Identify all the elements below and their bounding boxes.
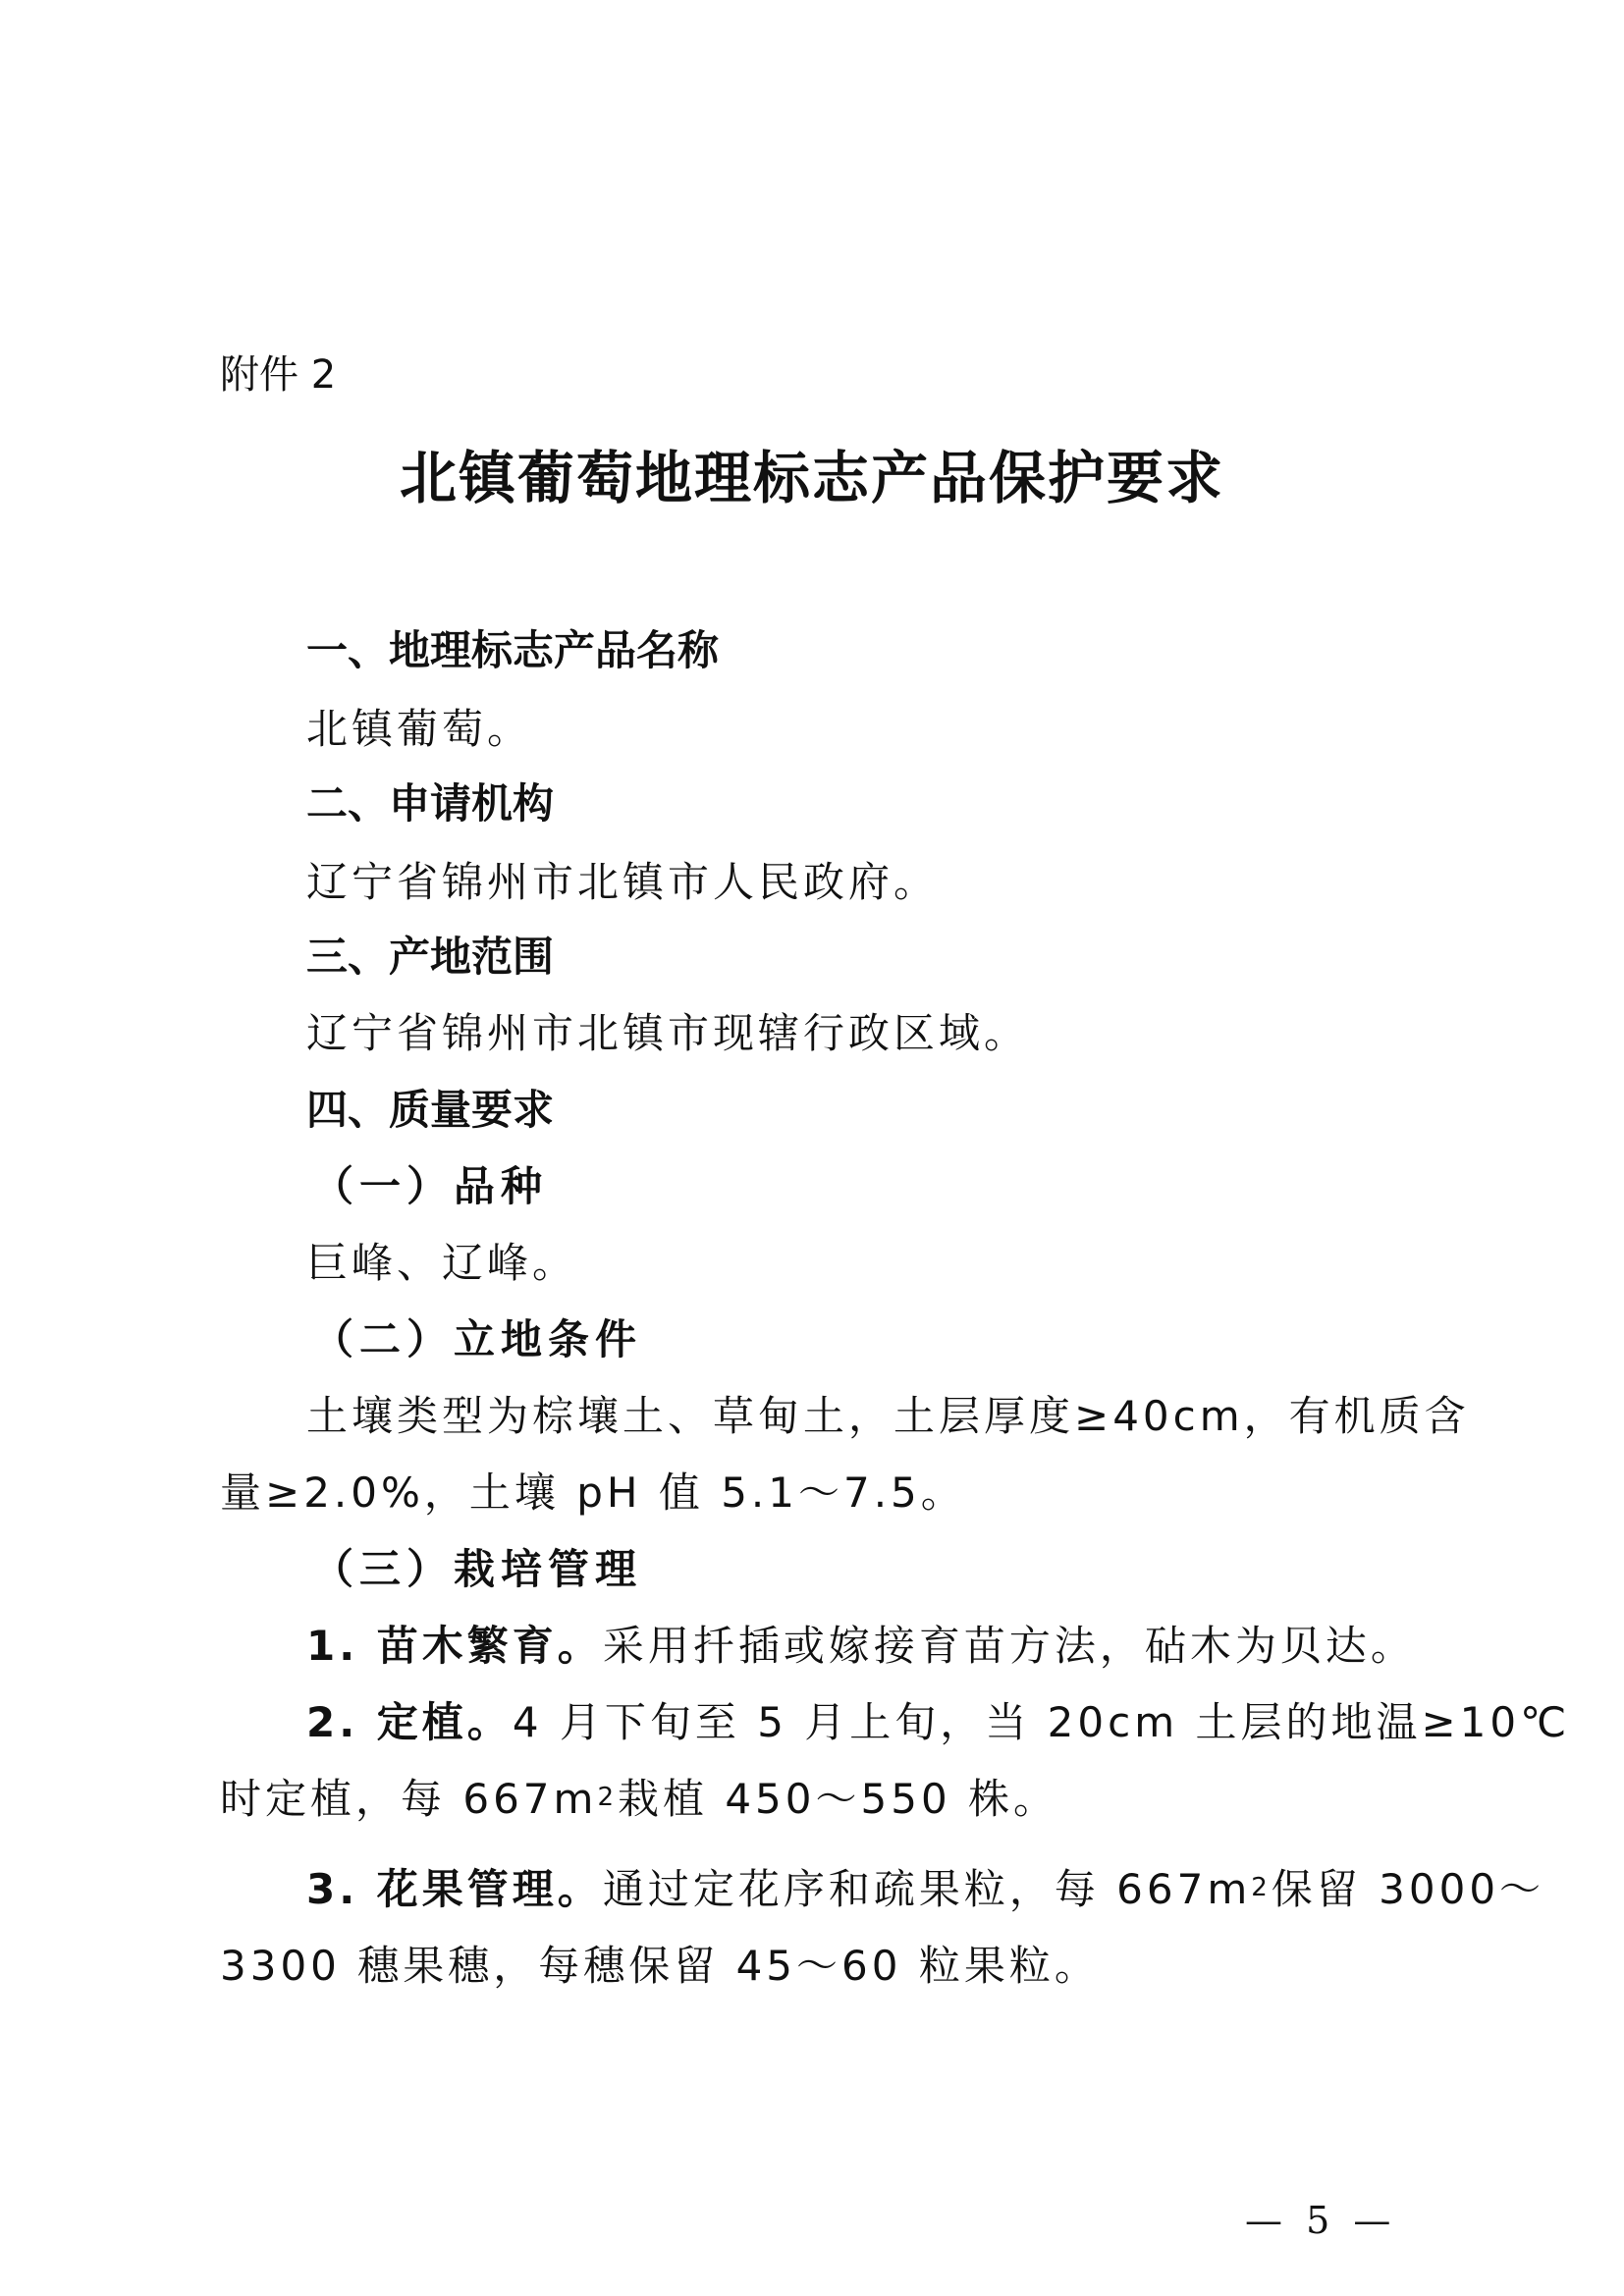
section-2-heading: 二、申请机构 <box>306 779 555 828</box>
item-3 <box>306 1857 1544 1916</box>
item-3-text-line-1a: 通过定花序和疏果粒，每 667m <box>602 1865 1252 1913</box>
subsection-2-heading: （二）立地条件 <box>312 1315 643 1363</box>
attachment-label: 附件 2 <box>220 352 337 398</box>
subsection-1-text: 巨峰、辽峰。 <box>306 1239 578 1287</box>
item-1-title: 1. 苗木繁育。 <box>306 1622 603 1670</box>
item-3-title: 3. 花果管理。 <box>306 1865 603 1913</box>
section-4-heading: 四、质量要求 <box>306 1086 555 1134</box>
section-1-heading: 一、地理标志产品名称 <box>306 626 720 674</box>
item-2 <box>306 1690 1570 1749</box>
item-2-text-line-2b: 栽植 450～550 株。 <box>617 1775 1059 1823</box>
section-1-text: 北镇葡萄。 <box>306 705 533 753</box>
item-3-superscript: 2 <box>1251 1873 1272 1902</box>
page-title: 北镇葡萄地理标志产品保护要求 <box>399 445 1224 511</box>
section-2-text: 辽宁省锦州市北镇市人民政府。 <box>306 858 940 906</box>
item-2-superscript: 2 <box>597 1783 618 1812</box>
item-3-text-line-2: 3300 穗果穗，每穗保留 45～60 粒果粒。 <box>220 1942 1100 1990</box>
item-2-text-line-2a: 时定植，每 667m <box>220 1775 598 1823</box>
item-2-text-line-1: 4 月下旬至 5 月上旬，当 20cm 土层的地温≥10℃ <box>512 1698 1571 1746</box>
item-3-text-line-1b: 保留 3000～ <box>1271 1865 1545 1913</box>
subsection-2-text-line-2: 量≥2.0%，土壤 pH 值 5.1～7.5。 <box>220 1468 966 1517</box>
section-3-text: 辽宁省锦州市北镇市现辖行政区域。 <box>306 1009 1030 1057</box>
subsection-3-heading: （三）栽培管理 <box>312 1545 643 1593</box>
item-2-title: 2. 定植。 <box>306 1698 513 1746</box>
section-3-heading: 三、产地范围 <box>306 933 555 981</box>
page-number: — 5 — <box>1245 2199 1397 2242</box>
subsection-1-heading: （一）品种 <box>312 1162 549 1210</box>
item-2-line-2 <box>220 1767 1058 1826</box>
item-1-text: 采用扦插或嫁接育苗方法，砧木为贝达。 <box>602 1622 1416 1670</box>
subsection-2-text-line-1: 土壤类型为棕壤土、草甸土，土层厚度≥40cm，有机质含 <box>306 1392 1470 1440</box>
item-1 <box>306 1614 1416 1673</box>
